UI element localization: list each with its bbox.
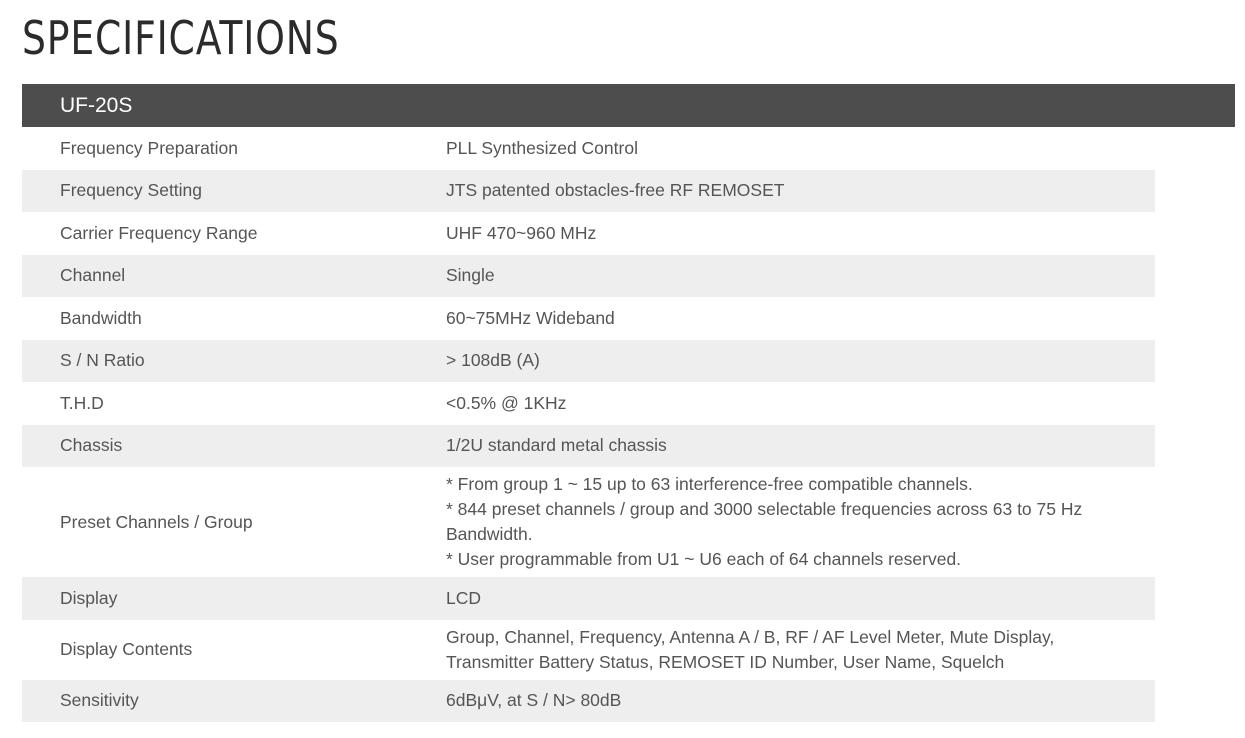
spec-value-line: > 108dB (A) [446,350,540,371]
spec-label: Channel [60,265,126,286]
spec-row [22,467,1155,577]
spec-value [446,348,1155,373]
spec-row [22,425,1155,468]
spec-value [446,263,1155,288]
spec-label: Frequency Preparation [60,137,239,158]
spec-row [22,297,1155,340]
spec-value-line: Group, Channel, Frequency, Antenna A / B, RF / AF Level Meter, Mute Display, Transmitter Battery Status, REMOSET ID Number, User Name, Squelch [446,626,1055,672]
model-header: UF-20S [22,84,1235,127]
spec-row [22,620,1155,680]
spec-row [22,340,1155,383]
spec-value [446,688,1155,713]
spec-label: Chassis [60,435,123,456]
spec-label: T.H.D [60,392,104,413]
spec-label: Carrier Frequency Range [60,222,258,243]
spec-value [446,391,1155,416]
spec-table [22,127,1155,722]
spec-value-line: * From group 1 ~ 15 up to 63 interference-free compatible channels. [446,474,973,494]
spec-label: S / N Ratio [60,350,145,371]
spec-value-line: <0.5% @ 1KHz [446,392,567,413]
spec-value [446,136,1155,161]
spec-row [22,212,1155,255]
spec-value-line: JTS patented obstacles-free RF REMOSET [446,180,785,201]
spec-value [446,221,1155,246]
spec-value [446,306,1155,331]
spec-value-line: UHF 470~960 MHz [446,222,597,243]
spec-value [446,625,1155,675]
spec-value-line: LCD [446,587,482,608]
spec-label: Bandwidth [60,307,142,328]
spec-row [22,255,1155,298]
spec-label: Frequency Setting [60,180,203,201]
spec-value [446,178,1155,203]
spec-value-line: * 844 preset channels / group and 3000 selectable frequencies across 63 to 75 Hz Bandwidth. [446,499,1083,544]
spec-value-line: 1/2U standard metal chassis [446,435,667,456]
spec-label: Sensitivity [60,690,139,711]
spec-value-line: * User programmable from U1 ~ U6 each of 64 channels reserved. [446,549,962,569]
spec-row [22,127,1155,170]
spec-label: Display Contents [60,639,193,659]
spec-row [22,382,1155,425]
spec-label: Preset Channels / Group [60,511,253,532]
spec-value-line: 6dBμV, at S / N> 80dB [446,690,622,711]
spec-row [22,577,1155,620]
spec-label: Display [60,587,118,608]
spec-value [446,472,1155,572]
spec-value [446,433,1155,458]
spec-value-line: 60~75MHz Wideband [446,307,615,328]
spec-value [446,586,1155,611]
page-title: SPECIFICATIONS [22,11,340,65]
spec-value-line: Single [446,265,495,286]
spec-row [22,170,1155,213]
spec-row [22,680,1155,723]
spec-value-line: PLL Synthesized Control [446,137,638,158]
